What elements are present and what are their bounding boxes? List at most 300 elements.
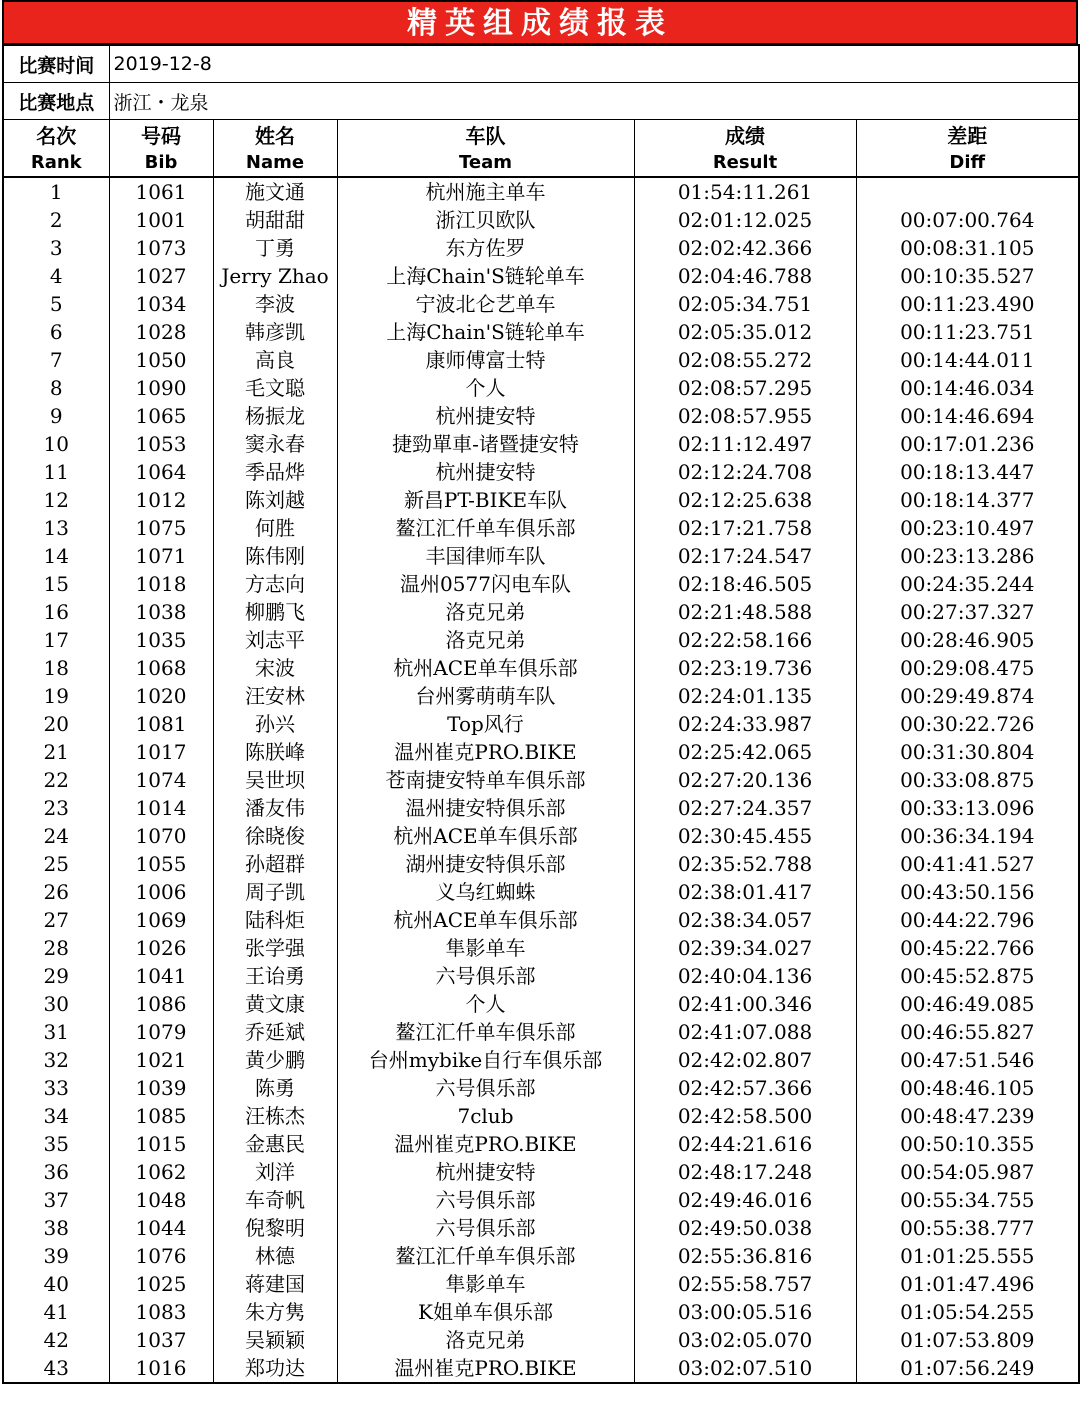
- diff-cell: 00:36:34.194: [856, 822, 1079, 850]
- diff-cell: 00:07:00.764: [856, 206, 1079, 234]
- name-cell: 施文通: [213, 177, 337, 206]
- rank-cell: 14: [3, 542, 109, 570]
- team-cell: 台州雾萌萌车队: [337, 682, 634, 710]
- rank-cell: 28: [3, 934, 109, 962]
- bib-cell: 1053: [109, 430, 213, 458]
- name-cell: 李波: [213, 290, 337, 318]
- name-cell: 陈伟刚: [213, 542, 337, 570]
- table-row: [3, 878, 1079, 906]
- table-row: [3, 766, 1079, 794]
- bib-cell: 1086: [109, 990, 213, 1018]
- diff-cell: 00:23:13.286: [856, 542, 1079, 570]
- team-cell: 东方佐罗: [337, 234, 634, 262]
- team-cell: 杭州ACE单车俱乐部: [337, 654, 634, 682]
- result-cell: 02:17:21.758: [634, 514, 856, 542]
- bib-cell: 1035: [109, 626, 213, 654]
- table-row: [3, 738, 1079, 766]
- team-cell: 宁波北仑艺单车: [337, 290, 634, 318]
- header-row-cn: [3, 120, 1079, 150]
- bib-cell: 1006: [109, 878, 213, 906]
- team-cell: 上海Chain'S链轮单车: [337, 262, 634, 290]
- table-row: [3, 318, 1079, 346]
- bib-cell: 1016: [109, 1354, 213, 1383]
- team-cell: 7club: [337, 1102, 634, 1130]
- table-row: [3, 430, 1079, 458]
- name-cell: 倪黎明: [213, 1214, 337, 1242]
- table-row: [3, 206, 1079, 234]
- team-cell: 杭州ACE单车俱乐部: [337, 822, 634, 850]
- result-cell: 02:24:01.135: [634, 682, 856, 710]
- report-title: 精英组成绩报表: [2, 0, 1078, 44]
- name-cell: 郑功达: [213, 1354, 337, 1383]
- diff-cell: 00:29:49.874: [856, 682, 1079, 710]
- name-cell: 林德: [213, 1242, 337, 1270]
- rank-cell: 3: [3, 234, 109, 262]
- bib-cell: 1074: [109, 766, 213, 794]
- result-cell: 02:02:42.366: [634, 234, 856, 262]
- bib-cell: 1085: [109, 1102, 213, 1130]
- bib-cell: 1090: [109, 374, 213, 402]
- diff-cell: 00:47:51.546: [856, 1046, 1079, 1074]
- rank-cell: 31: [3, 1018, 109, 1046]
- table-row: [3, 234, 1079, 262]
- team-cell: 杭州捷安特: [337, 402, 634, 430]
- bib-cell: 1027: [109, 262, 213, 290]
- rank-cell: 27: [3, 906, 109, 934]
- team-cell: 杭州ACE单车俱乐部: [337, 906, 634, 934]
- diff-cell: 00:46:55.827: [856, 1018, 1079, 1046]
- rank-cell: 5: [3, 290, 109, 318]
- rank-cell: 40: [3, 1270, 109, 1298]
- result-cell: 02:25:42.065: [634, 738, 856, 766]
- rank-cell: 33: [3, 1074, 109, 1102]
- bib-cell: 1062: [109, 1158, 213, 1186]
- table-row: [3, 626, 1079, 654]
- name-cell: 陈刘越: [213, 486, 337, 514]
- bib-cell: 1073: [109, 234, 213, 262]
- name-cell: 蒋建国: [213, 1270, 337, 1298]
- team-cell: 温州崔克PRO.BIKE: [337, 738, 634, 766]
- team-cell: 个人: [337, 374, 634, 402]
- name-cell: 窦永春: [213, 430, 337, 458]
- diff-cell: 00:48:47.239: [856, 1102, 1079, 1130]
- diff-cell: 00:18:14.377: [856, 486, 1079, 514]
- diff-cell: 00:14:44.011: [856, 346, 1079, 374]
- diff-cell: 00:14:46.694: [856, 402, 1079, 430]
- rank-cell: 17: [3, 626, 109, 654]
- name-cell: 宋波: [213, 654, 337, 682]
- results-sheet: [2, 0, 1078, 1384]
- rank-cell: 10: [3, 430, 109, 458]
- rank-cell: 21: [3, 738, 109, 766]
- result-cell: 02:08:57.955: [634, 402, 856, 430]
- table-row: [3, 542, 1079, 570]
- result-cell: 02:05:35.012: [634, 318, 856, 346]
- diff-cell: 00:23:10.497: [856, 514, 1079, 542]
- diff-cell: 00:46:49.085: [856, 990, 1079, 1018]
- team-cell: 鳌江汇仟单车俱乐部: [337, 514, 634, 542]
- result-cell: 02:44:21.616: [634, 1130, 856, 1158]
- rank-cell: 20: [3, 710, 109, 738]
- rank-cell: 38: [3, 1214, 109, 1242]
- name-cell: 潘友伟: [213, 794, 337, 822]
- table-row: [3, 850, 1079, 878]
- rank-cell: 22: [3, 766, 109, 794]
- name-cell: 刘志平: [213, 626, 337, 654]
- column-header: Bib: [109, 149, 213, 177]
- result-cell: 03:02:07.510: [634, 1354, 856, 1383]
- bib-cell: 1048: [109, 1186, 213, 1214]
- team-cell: 六号俱乐部: [337, 1214, 634, 1242]
- result-cell: 02:12:24.708: [634, 458, 856, 486]
- team-cell: 温州捷安特俱乐部: [337, 794, 634, 822]
- rank-cell: 39: [3, 1242, 109, 1270]
- bib-cell: 1070: [109, 822, 213, 850]
- team-cell: 洛克兄弟: [337, 626, 634, 654]
- bib-cell: 1076: [109, 1242, 213, 1270]
- bib-cell: 1039: [109, 1074, 213, 1102]
- meta-row-location: [3, 83, 1079, 120]
- table-row: [3, 402, 1079, 430]
- diff-cell: 00:28:46.905: [856, 626, 1079, 654]
- table-row: [3, 906, 1079, 934]
- name-cell: 金惠民: [213, 1130, 337, 1158]
- rank-cell: 29: [3, 962, 109, 990]
- name-cell: 何胜: [213, 514, 337, 542]
- diff-cell: 00:30:22.726: [856, 710, 1079, 738]
- rank-cell: 7: [3, 346, 109, 374]
- result-cell: 02:18:46.505: [634, 570, 856, 598]
- rank-cell: 19: [3, 682, 109, 710]
- meta-row-time: [3, 45, 1079, 83]
- diff-cell: [856, 177, 1079, 206]
- bib-cell: 1064: [109, 458, 213, 486]
- result-cell: 02:42:58.500: [634, 1102, 856, 1130]
- rank-cell: 41: [3, 1298, 109, 1326]
- name-cell: 徐晓俊: [213, 822, 337, 850]
- diff-cell: 00:14:46.034: [856, 374, 1079, 402]
- rank-cell: 12: [3, 486, 109, 514]
- diff-cell: 00:55:34.755: [856, 1186, 1079, 1214]
- name-cell: 汪栋杰: [213, 1102, 337, 1130]
- team-cell: 杭州捷安特: [337, 458, 634, 486]
- table-row: [3, 1298, 1079, 1326]
- team-cell: 湖州捷安特俱乐部: [337, 850, 634, 878]
- result-cell: 03:02:05.070: [634, 1326, 856, 1354]
- results-table: [2, 44, 1080, 1384]
- rank-cell: 24: [3, 822, 109, 850]
- team-cell: 康师傅富士特: [337, 346, 634, 374]
- diff-cell: 00:50:10.355: [856, 1130, 1079, 1158]
- table-row: [3, 682, 1079, 710]
- name-cell: Jerry Zhao: [213, 262, 337, 290]
- result-cell: 02:49:46.016: [634, 1186, 856, 1214]
- column-header: 姓名: [213, 120, 337, 150]
- table-row: [3, 486, 1079, 514]
- column-header: Team: [337, 149, 634, 177]
- rank-cell: 37: [3, 1186, 109, 1214]
- column-header: Rank: [3, 149, 109, 177]
- team-cell: 六号俱乐部: [337, 1186, 634, 1214]
- team-cell: 隼影单车: [337, 1270, 634, 1298]
- result-cell: 01:54:11.261: [634, 177, 856, 206]
- result-cell: 02:55:58.757: [634, 1270, 856, 1298]
- diff-cell: 00:11:23.751: [856, 318, 1079, 346]
- diff-cell: 00:11:23.490: [856, 290, 1079, 318]
- table-row: [3, 1102, 1079, 1130]
- meta-label: 比赛地点: [3, 83, 109, 120]
- diff-cell: 01:05:54.255: [856, 1298, 1079, 1326]
- rank-cell: 11: [3, 458, 109, 486]
- rank-cell: 35: [3, 1130, 109, 1158]
- bib-cell: 1075: [109, 514, 213, 542]
- team-cell: 丰国律师车队: [337, 542, 634, 570]
- team-cell: 台州mybike自行车俱乐部: [337, 1046, 634, 1074]
- bib-cell: 1026: [109, 934, 213, 962]
- bib-cell: 1068: [109, 654, 213, 682]
- column-header: 车队: [337, 120, 634, 150]
- team-cell: 鳌江汇仟单车俱乐部: [337, 1242, 634, 1270]
- result-cell: 02:22:58.166: [634, 626, 856, 654]
- table-row: [3, 822, 1079, 850]
- table-row: [3, 1326, 1079, 1354]
- result-cell: 02:17:24.547: [634, 542, 856, 570]
- meta-value: 2019-12-8: [109, 45, 1079, 83]
- table-row: [3, 570, 1079, 598]
- result-cell: 02:38:01.417: [634, 878, 856, 906]
- table-row: [3, 1046, 1079, 1074]
- name-cell: 周子凯: [213, 878, 337, 906]
- bib-cell: 1025: [109, 1270, 213, 1298]
- table-row: [3, 374, 1079, 402]
- rank-cell: 6: [3, 318, 109, 346]
- result-cell: 02:04:46.788: [634, 262, 856, 290]
- result-cell: 02:27:20.136: [634, 766, 856, 794]
- result-cell: 02:24:33.987: [634, 710, 856, 738]
- result-cell: 02:05:34.751: [634, 290, 856, 318]
- diff-cell: 00:43:50.156: [856, 878, 1079, 906]
- table-row: [3, 1074, 1079, 1102]
- table-row: [3, 794, 1079, 822]
- meta-value: 浙江・龙泉: [109, 83, 1079, 120]
- bib-cell: 1034: [109, 290, 213, 318]
- bib-cell: 1018: [109, 570, 213, 598]
- bib-cell: 1037: [109, 1326, 213, 1354]
- diff-cell: 00:41:41.527: [856, 850, 1079, 878]
- team-cell: 温州0577闪电车队: [337, 570, 634, 598]
- result-cell: 02:21:48.588: [634, 598, 856, 626]
- team-cell: 温州崔克PRO.BIKE: [337, 1354, 634, 1383]
- table-row: [3, 177, 1079, 206]
- name-cell: 吴世坝: [213, 766, 337, 794]
- name-cell: 车奇帆: [213, 1186, 337, 1214]
- name-cell: 朱方隽: [213, 1298, 337, 1326]
- rank-cell: 42: [3, 1326, 109, 1354]
- bib-cell: 1014: [109, 794, 213, 822]
- name-cell: 陈勇: [213, 1074, 337, 1102]
- team-cell: K姐单车俱乐部: [337, 1298, 634, 1326]
- result-cell: 02:30:45.455: [634, 822, 856, 850]
- bib-cell: 1020: [109, 682, 213, 710]
- team-cell: 个人: [337, 990, 634, 1018]
- name-cell: 乔延斌: [213, 1018, 337, 1046]
- bib-cell: 1015: [109, 1130, 213, 1158]
- rank-cell: 2: [3, 206, 109, 234]
- result-cell: 02:08:57.295: [634, 374, 856, 402]
- result-cell: 02:41:00.346: [634, 990, 856, 1018]
- name-cell: 陆科炬: [213, 906, 337, 934]
- table-row: [3, 262, 1079, 290]
- table-row: [3, 346, 1079, 374]
- table-row: [3, 934, 1079, 962]
- result-cell: 02:42:57.366: [634, 1074, 856, 1102]
- team-cell: 新昌PT-BIKE车队: [337, 486, 634, 514]
- table-row: [3, 1214, 1079, 1242]
- name-cell: 汪安林: [213, 682, 337, 710]
- team-cell: 六号俱乐部: [337, 1074, 634, 1102]
- team-cell: 鳌江汇仟单车俱乐部: [337, 1018, 634, 1046]
- table-row: [3, 990, 1079, 1018]
- bib-cell: 1021: [109, 1046, 213, 1074]
- bib-cell: 1038: [109, 598, 213, 626]
- result-cell: 02:41:07.088: [634, 1018, 856, 1046]
- team-cell: 捷勁單車-诸暨捷安特: [337, 430, 634, 458]
- bib-cell: 1069: [109, 906, 213, 934]
- name-cell: 杨振龙: [213, 402, 337, 430]
- result-cell: 02:11:12.497: [634, 430, 856, 458]
- team-cell: 杭州施主单车: [337, 177, 634, 206]
- name-cell: 张学强: [213, 934, 337, 962]
- column-header: 名次: [3, 120, 109, 150]
- bib-cell: 1017: [109, 738, 213, 766]
- bib-cell: 1050: [109, 346, 213, 374]
- diff-cell: 00:10:35.527: [856, 262, 1079, 290]
- rank-cell: 4: [3, 262, 109, 290]
- diff-cell: 00:54:05.987: [856, 1158, 1079, 1186]
- rank-cell: 1: [3, 177, 109, 206]
- table-row: [3, 1186, 1079, 1214]
- rank-cell: 32: [3, 1046, 109, 1074]
- team-cell: 苍南捷安特单车俱乐部: [337, 766, 634, 794]
- result-cell: 02:49:50.038: [634, 1214, 856, 1242]
- bib-cell: 1041: [109, 962, 213, 990]
- name-cell: 季品烨: [213, 458, 337, 486]
- rank-cell: 13: [3, 514, 109, 542]
- column-header: Diff: [856, 149, 1079, 177]
- diff-cell: 00:33:08.875: [856, 766, 1079, 794]
- diff-cell: 01:07:56.249: [856, 1354, 1079, 1383]
- team-cell: 温州崔克PRO.BIKE: [337, 1130, 634, 1158]
- table-row: [3, 710, 1079, 738]
- name-cell: 毛文聪: [213, 374, 337, 402]
- table-row: [3, 654, 1079, 682]
- table-row: [3, 458, 1079, 486]
- diff-cell: 00:55:38.777: [856, 1214, 1079, 1242]
- diff-cell: 00:45:52.875: [856, 962, 1079, 990]
- diff-cell: 01:01:25.555: [856, 1242, 1079, 1270]
- name-cell: 孙兴: [213, 710, 337, 738]
- name-cell: 胡甜甜: [213, 206, 337, 234]
- team-cell: 六号俱乐部: [337, 962, 634, 990]
- team-cell: 上海Chain'S链轮单车: [337, 318, 634, 346]
- result-cell: 02:12:25.638: [634, 486, 856, 514]
- diff-cell: 00:17:01.236: [856, 430, 1079, 458]
- rank-cell: 25: [3, 850, 109, 878]
- diff-cell: 00:44:22.796: [856, 906, 1079, 934]
- team-cell: 洛克兄弟: [337, 1326, 634, 1354]
- team-cell: 杭州捷安特: [337, 1158, 634, 1186]
- result-cell: 02:35:52.788: [634, 850, 856, 878]
- table-row: [3, 962, 1079, 990]
- result-cell: 02:01:12.025: [634, 206, 856, 234]
- bib-cell: 1055: [109, 850, 213, 878]
- rank-cell: 30: [3, 990, 109, 1018]
- bib-cell: 1081: [109, 710, 213, 738]
- name-cell: 高良: [213, 346, 337, 374]
- column-header: Result: [634, 149, 856, 177]
- result-cell: 02:39:34.027: [634, 934, 856, 962]
- diff-cell: 01:01:47.496: [856, 1270, 1079, 1298]
- result-cell: 02:55:36.816: [634, 1242, 856, 1270]
- result-cell: 02:48:17.248: [634, 1158, 856, 1186]
- meta-label: 比赛时间: [3, 45, 109, 83]
- table-row: [3, 1130, 1079, 1158]
- result-cell: 02:27:24.357: [634, 794, 856, 822]
- diff-cell: 00:29:08.475: [856, 654, 1079, 682]
- team-cell: 浙江贝欧队: [337, 206, 634, 234]
- rank-cell: 8: [3, 374, 109, 402]
- rank-cell: 43: [3, 1354, 109, 1383]
- diff-cell: 00:48:46.105: [856, 1074, 1079, 1102]
- bib-cell: 1001: [109, 206, 213, 234]
- name-cell: 韩彦凯: [213, 318, 337, 346]
- diff-cell: 00:18:13.447: [856, 458, 1079, 486]
- column-header: Name: [213, 149, 337, 177]
- table-row: [3, 598, 1079, 626]
- column-header: 号码: [109, 120, 213, 150]
- column-header: 成绩: [634, 120, 856, 150]
- diff-cell: 00:08:31.105: [856, 234, 1079, 262]
- name-cell: 柳鹏飞: [213, 598, 337, 626]
- result-cell: 02:40:04.136: [634, 962, 856, 990]
- rank-cell: 18: [3, 654, 109, 682]
- rank-cell: 9: [3, 402, 109, 430]
- rank-cell: 34: [3, 1102, 109, 1130]
- name-cell: 刘洋: [213, 1158, 337, 1186]
- column-header: 差距: [856, 120, 1079, 150]
- table-row: [3, 1242, 1079, 1270]
- team-cell: Top风行: [337, 710, 634, 738]
- bib-cell: 1044: [109, 1214, 213, 1242]
- diff-cell: 00:31:30.804: [856, 738, 1079, 766]
- name-cell: 吴颖颖: [213, 1326, 337, 1354]
- rank-cell: 23: [3, 794, 109, 822]
- table-row: [3, 1018, 1079, 1046]
- rank-cell: 36: [3, 1158, 109, 1186]
- diff-cell: 00:45:22.766: [856, 934, 1079, 962]
- result-cell: 02:23:19.736: [634, 654, 856, 682]
- rank-cell: 26: [3, 878, 109, 906]
- table-row: [3, 1158, 1079, 1186]
- rank-cell: 16: [3, 598, 109, 626]
- bib-cell: 1061: [109, 177, 213, 206]
- bib-cell: 1071: [109, 542, 213, 570]
- name-cell: 丁勇: [213, 234, 337, 262]
- diff-cell: 00:24:35.244: [856, 570, 1079, 598]
- bib-cell: 1083: [109, 1298, 213, 1326]
- table-row: [3, 514, 1079, 542]
- name-cell: 王诒勇: [213, 962, 337, 990]
